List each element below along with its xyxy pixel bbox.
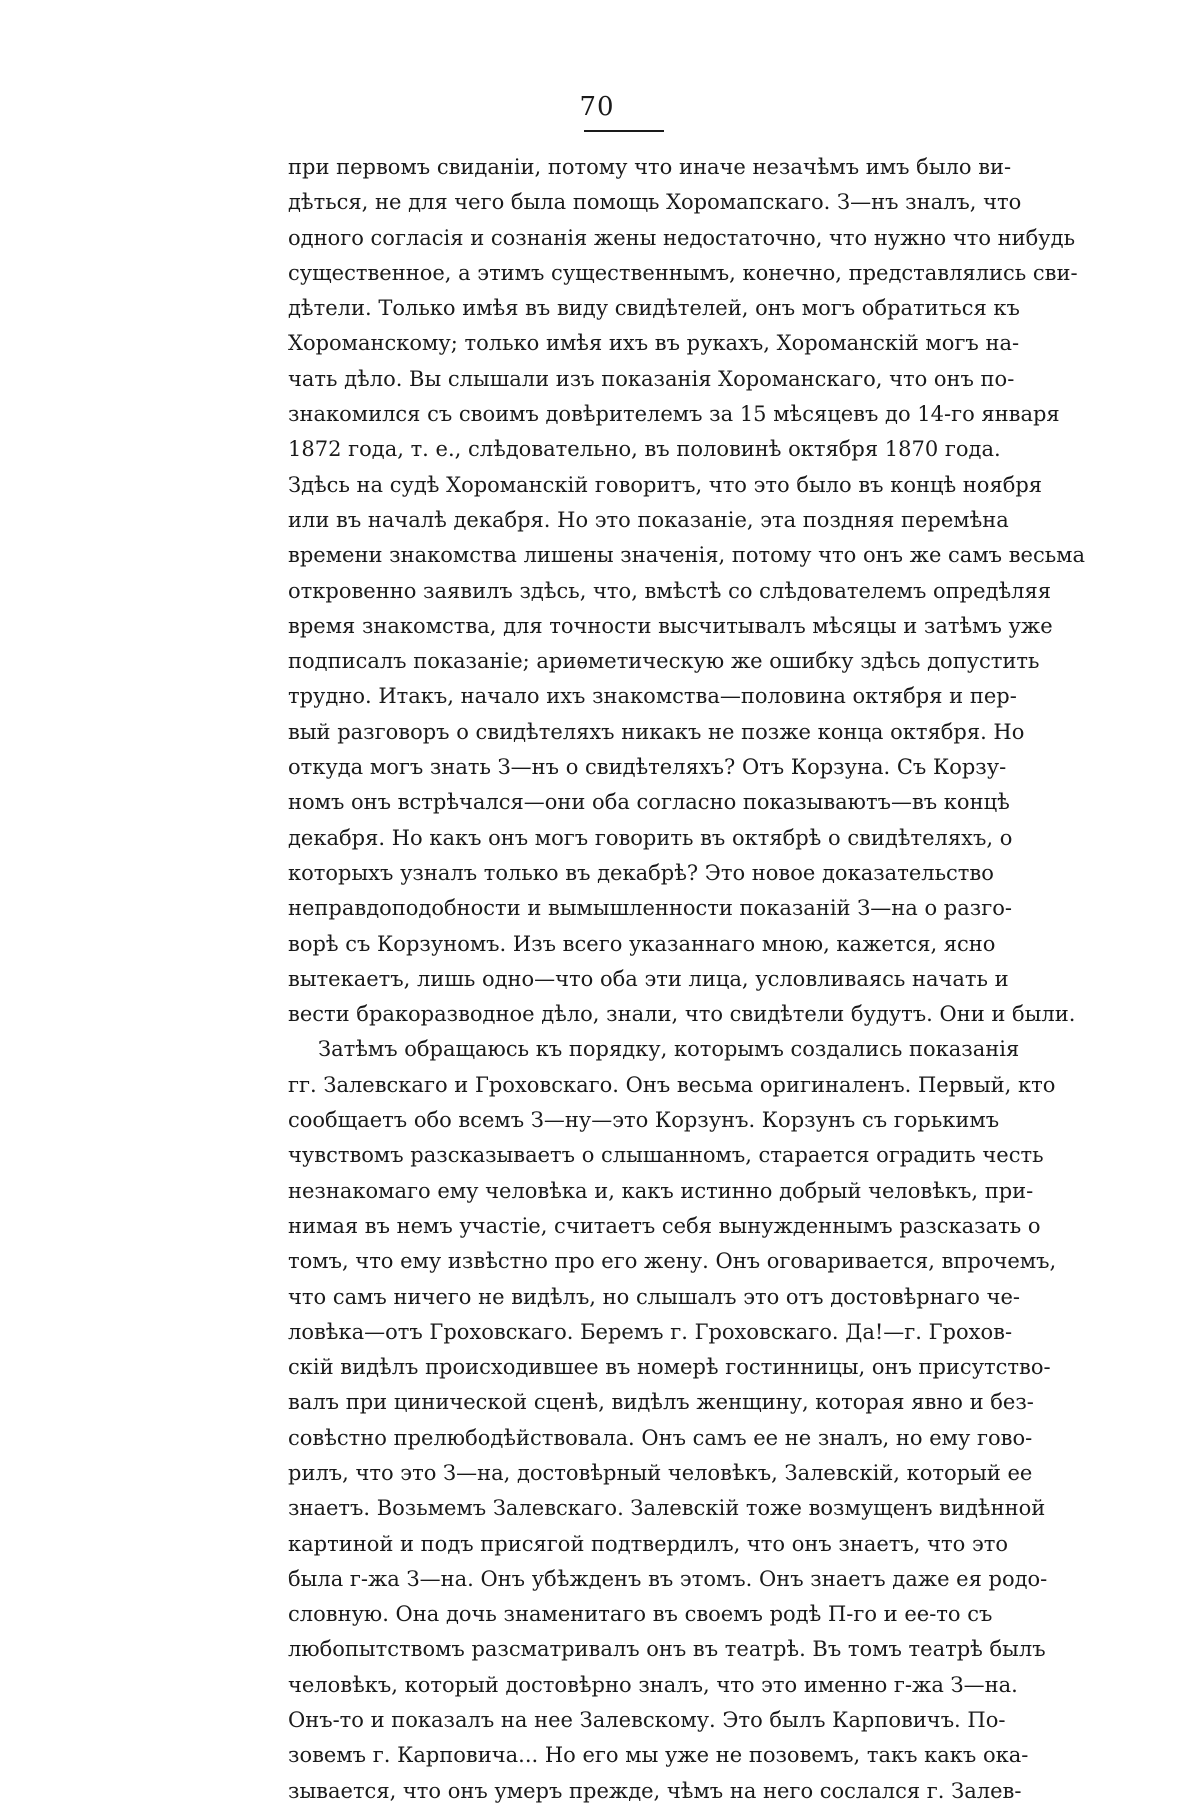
text-line: номъ онъ встрѣчался—они оба согласно показываютъ—въ концѣ xyxy=(288,790,1010,815)
text-line: ворѣ съ Корзуномъ. Изъ всего указаннаго мною, кажется, ясно xyxy=(288,931,996,956)
text-line: была г-жа З—на. Онъ убѣжденъ въ этомъ. Онъ знаетъ даже ея родо- xyxy=(288,1566,1048,1591)
text-line: нимая въ немъ участіе, считаетъ себя вынужденнымъ разсказать о xyxy=(288,1213,1041,1238)
text-line: зывается, что онъ умеръ прежде, чѣмъ на него сослался г. Залев- xyxy=(288,1778,1022,1803)
text-line: неправдоподобности и вымышленности показаній З—на о разго- xyxy=(288,896,1012,921)
text-line: существенное, а этимъ существеннымъ, конечно, представлялись сви- xyxy=(288,260,1078,285)
text-line: которыхъ узналъ только въ декабрѣ? Это новое доказательство xyxy=(288,860,994,885)
text-line: Здѣсь на судѣ Хороманскій говоритъ, что это было въ концѣ ноября xyxy=(288,472,1043,497)
text-line: скій видѣлъ происходившее въ номерѣ гостинницы, онъ присутство- xyxy=(288,1355,1051,1380)
text-line: знакомился съ своимъ довѣрителемъ за 15 мѣсяцевъ до 14-го января xyxy=(288,402,1060,427)
text-line: дѣться, не для чего была помощь Хоромапскаго. З—нъ зналъ, что xyxy=(288,190,1022,215)
text-line: сообщаетъ обо всемъ З—ну—это Корзунъ. Корзунъ съ горькимъ xyxy=(288,1108,1000,1133)
text-line: времени знакомства лишены значенія, потому что онъ же самъ весьма xyxy=(288,543,1085,568)
text-line: Хороманскому; только имѣя ихъ въ рукахъ, Хороманскій могъ на- xyxy=(288,331,1020,356)
text-line: или въ началѣ декабря. Но это показаніе, эта поздняя перемѣна xyxy=(288,507,1009,532)
text-line: человѣкъ, который достовѣрно зналъ, что это именно г-жа З—на. xyxy=(288,1672,1018,1697)
text-line: словную. Она дочь знаменитаго въ своемъ родѣ П-го и ее-то съ xyxy=(288,1602,993,1627)
text-line: томъ, что ему извѣстно про его жену. Онъ оговаривается, впрочемъ, xyxy=(288,1249,1057,1274)
text-line: откровенно заявилъ здѣсь, что, вмѣстѣ со слѣдователемъ опредѣляя xyxy=(288,578,1051,603)
text-line: гг. Залевскаго и Гроховскаго. Онъ весьма оригиналенъ. Первый, кто xyxy=(288,1072,1056,1097)
text-line: Онъ-то и показалъ на нее Залевскому. Это былъ Карповичъ. По- xyxy=(288,1708,1006,1733)
text-line: декабря. Но какъ онъ могъ говорить въ октябрѣ о свидѣтеляхъ, о xyxy=(288,825,1013,850)
page-number-rule xyxy=(584,130,664,132)
text-line: вести бракоразводное дѣло, знали, что свидѣтели будутъ. Они и были. xyxy=(288,1002,1076,1027)
text-line: Затѣмъ обращаюсь къ порядку, которымъ создались показанія xyxy=(318,1037,1020,1062)
text-line: одного согласія и сознанія жены недостаточно, что нужно что нибудь xyxy=(288,225,1076,250)
text-line: зовемъ г. Карповича... Но его мы уже не позовемъ, такъ какъ ока- xyxy=(288,1743,1029,1768)
text-line: подписалъ показаніе; ариѳметическую же ошибку здѣсь допустить xyxy=(288,649,1040,674)
text-line: картиной и подъ присягой подтвердилъ, что онъ знаетъ, что это xyxy=(288,1531,1008,1556)
text-line: дѣтели. Только имѣя въ виду свидѣтелей, онъ могъ обратиться къ xyxy=(288,296,1020,321)
text-line: совѣстно прелюбодѣйствовала. Онъ самъ ее не зналъ, но ему гово- xyxy=(288,1425,1033,1450)
body-text xyxy=(288,150,1085,1809)
text-line: чувствомъ разсказываетъ о слышанномъ, старается оградить честь xyxy=(288,1143,1044,1168)
text-line: вый разговоръ о свидѣтеляхъ никакъ не позже конца октября. Но xyxy=(288,719,1025,744)
page-number: 70 xyxy=(579,92,615,122)
text-line: вытекаетъ, лишь одно—что оба эти лица, условливаясь начать и xyxy=(288,966,1009,991)
text-line: знаетъ. Возьмемъ Залевскаго. Залевскій тоже возмущенъ видѣнной xyxy=(288,1496,1046,1521)
text-line: чать дѣло. Вы слышали изъ показанія Хороманскаго, что онъ по- xyxy=(288,366,1015,391)
text-line: при первомъ свиданіи, потому что иначе незачѣмъ имъ было ви- xyxy=(288,155,1012,179)
text-line: валъ при цинической сценѣ, видѣлъ женщину, которая явно и без- xyxy=(288,1390,1034,1415)
text-line: 1872 года, т. е., слѣдовательно, въ половинѣ октября 1870 года. xyxy=(288,437,1001,462)
text-line: рилъ, что это З—на, достовѣрный человѣкъ, Залевскій, который ее xyxy=(288,1460,1033,1485)
text-line: трудно. Итакъ, начало ихъ знакомства—половина октября и пер- xyxy=(288,684,1017,709)
text-line: что самъ ничего не видѣлъ, но слышалъ это отъ достовѣрнаго че- xyxy=(288,1284,1020,1309)
text-line: ловѣка—отъ Гроховскаго. Беремъ г. Гроховскаго. Да!—г. Грохов- xyxy=(288,1319,1013,1344)
text-line: любопытствомъ разсматривалъ онъ въ театрѣ. Въ томъ театрѣ былъ xyxy=(288,1637,1046,1662)
text-line: откуда могъ знать З—нъ о свидѣтеляхъ? Отъ Корзуна. Съ Корзу- xyxy=(288,755,1007,780)
text-line: незнакомаго ему человѣка и, какъ истинно добрый человѣкъ, при- xyxy=(288,1178,1034,1203)
text-line: время знакомства, для точности высчитывалъ мѣсяцы и затѣмъ уже xyxy=(288,613,1053,638)
